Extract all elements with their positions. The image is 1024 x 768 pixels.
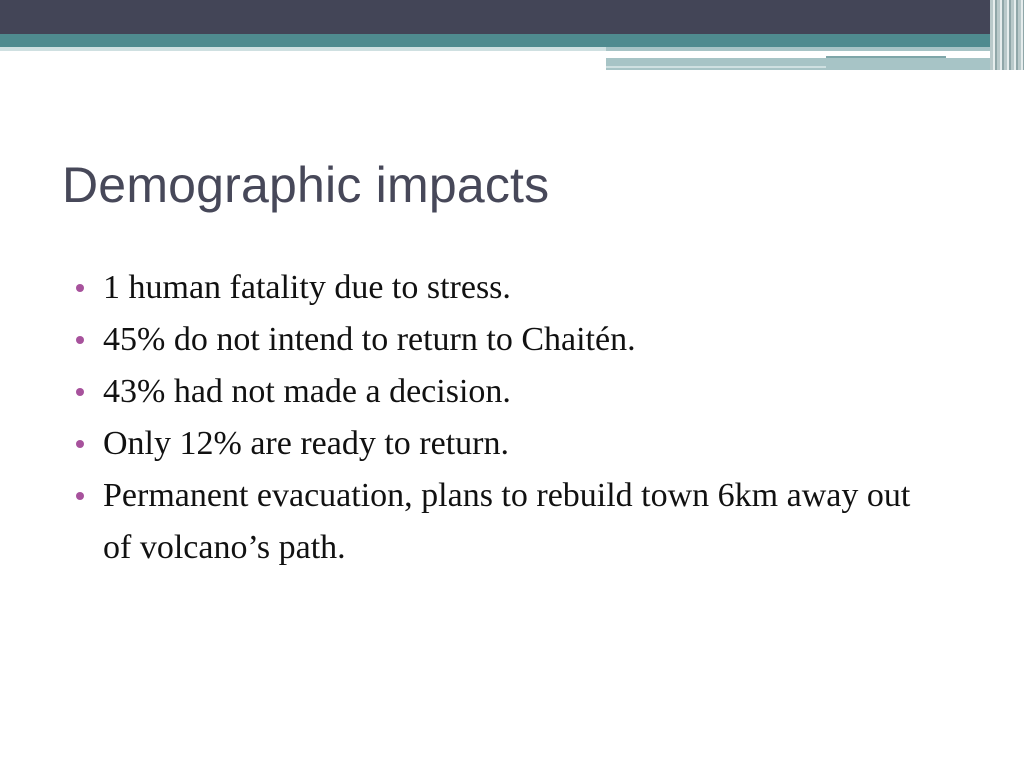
header-band-dark [0, 0, 1024, 34]
bullet-text: 43% had not made a decision. [103, 373, 511, 410]
header-edge-stripes [990, 0, 1024, 70]
bullet-text: Permanent evacuation, plans to rebuild town 6km away out of volcano’s path. [103, 477, 911, 566]
bullet-item [76, 262, 956, 314]
bullet-dot-icon [76, 388, 84, 396]
bullet-item [76, 470, 956, 574]
header-step-inner [606, 51, 1024, 58]
bullet-item [76, 418, 956, 470]
header-band-teal [0, 34, 1024, 47]
bullet-item [76, 366, 956, 418]
bullet-text: 1 human fatality due to stress. [103, 269, 511, 306]
bullet-item [76, 314, 956, 366]
bullet-list [76, 262, 956, 574]
bullet-dot-icon [76, 284, 84, 292]
bullet-text: Only 12% are ready to return. [103, 425, 509, 462]
bullet-text: 45% do not intend to return to Chaitén. [103, 321, 636, 358]
slide-title: Demographic impacts [62, 157, 550, 213]
header-step-line [826, 56, 946, 58]
bullet-dot-icon [76, 492, 84, 500]
bullet-dot-icon [76, 336, 84, 344]
bullet-dot-icon [76, 440, 84, 448]
header-step-bottom [606, 66, 826, 68]
